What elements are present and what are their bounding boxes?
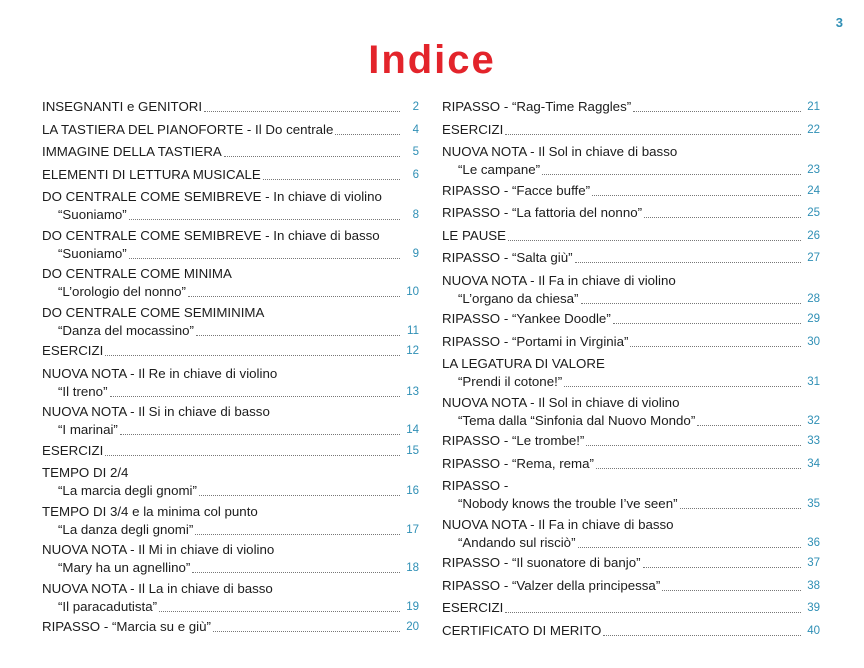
toc-entry-title: RIPASSO - “Portami in Virginia” (442, 333, 629, 349)
dot-leader (192, 572, 400, 573)
toc-entry-title: RIPASSO - “Rema, rema” (442, 455, 594, 471)
toc-entry-heading: NUOVA NOTA - Il Sol in chiave di basso (442, 144, 678, 159)
toc-entry (442, 272, 820, 308)
toc-entry-heading: NUOVA NOTA - Il Fa in chiave di basso (442, 516, 674, 532)
toc-entry (42, 188, 419, 224)
toc-entry (442, 333, 820, 351)
toc-entry (42, 442, 419, 460)
toc-entry (42, 166, 419, 184)
toc-page-number: 14 (406, 424, 419, 436)
toc-page-number: 15 (406, 444, 419, 457)
toc-entry-heading: NUOVA NOTA - Il Mi in chiave di violino (42, 542, 275, 557)
toc-page-number: 11 (407, 324, 419, 337)
toc-page-number: 33 (807, 435, 820, 447)
toc-entry-title: RIPASSO - “Il suonatore di banjo” (442, 555, 641, 570)
toc-entry (42, 580, 419, 616)
toc-entry (442, 455, 820, 473)
toc-entry (42, 365, 419, 401)
toc-entry (42, 121, 419, 139)
dot-leader (575, 262, 801, 263)
toc-page-number: 5 (412, 146, 419, 158)
toc-entry (442, 516, 820, 552)
toc-entry-heading: NUOVA NOTA - Il Re in chiave di violino (42, 365, 278, 381)
toc-entry-heading: DO CENTRALE COME MINIMA (42, 266, 232, 281)
toc-entry-heading: NUOVA NOTA - Il Sol in chiave di violino (442, 394, 680, 410)
toc-entry-title: RIPASSO - “La fattoria del nonno” (442, 205, 643, 220)
toc-entry (42, 98, 419, 116)
toc-entry-title: LA TASTIERA DEL PIANOFORTE - Il Do centrale (42, 121, 334, 137)
toc-entry (442, 310, 820, 328)
toc-entry-subtitle: “Nobody knows the trouble I’ve seen” (458, 496, 678, 511)
toc-entry (42, 143, 419, 161)
dot-leader (195, 534, 400, 535)
toc-entry-subtitle: “L’orologio del nonno” (58, 284, 186, 299)
dot-leader (129, 219, 400, 220)
toc-entry-subtitle: “Mary ha un agnellino” (58, 560, 191, 575)
dot-leader (204, 111, 400, 112)
toc-entry-heading: NUOVA NOTA - Il Si in chiave di basso (42, 404, 270, 419)
toc-entry-title: ESERCIZI (42, 442, 104, 458)
page-number: 3 (835, 15, 843, 30)
toc-page-number: 6 (412, 168, 419, 181)
toc-entry-title: IMMAGINE DELLA TASTIERA (42, 144, 222, 159)
toc-entry (442, 432, 820, 450)
toc-page-number: 10 (406, 286, 419, 298)
toc-entry-subtitle: “Andando sul risciò” (458, 534, 576, 550)
dot-leader (603, 635, 801, 636)
toc-page-number: 36 (807, 536, 820, 549)
toc-page-number: 2 (412, 101, 419, 113)
toc-entry-title: ESERCIZI (442, 121, 504, 137)
toc-entry-heading: DO CENTRALE COME SEMIBREVE - In chiave di basso (42, 227, 380, 243)
toc-page-number: 13 (406, 385, 419, 398)
toc-entry (42, 503, 419, 539)
toc-entry (42, 227, 419, 263)
dot-leader (564, 386, 801, 387)
toc-entry (442, 477, 820, 513)
toc-entry-heading: DO CENTRALE COME SEMIMINIMA (42, 304, 265, 320)
toc-page-number: 22 (807, 123, 820, 136)
dot-leader (662, 590, 801, 591)
toc-entry-heading: NUOVA NOTA - Il La in chiave di basso (42, 580, 273, 596)
toc-entry (442, 599, 820, 617)
dot-leader (643, 567, 801, 568)
toc-entry-title: RIPASSO - “Rag-Time Raggles” (442, 99, 632, 114)
toc-page-number: 27 (807, 252, 820, 264)
toc-entry (42, 541, 419, 577)
dot-leader (508, 240, 801, 241)
toc-entry (442, 622, 820, 640)
dot-leader (578, 547, 801, 548)
toc-entry-subtitle: “Suoniamo” (58, 245, 127, 261)
dot-leader (196, 335, 400, 336)
toc-entry-heading: TEMPO DI 3/4 e la minima col punto (42, 503, 258, 519)
toc-entry-subtitle: “I marinai” (58, 422, 118, 437)
toc-entry-title: ESERCIZI (442, 600, 504, 615)
dot-leader (213, 631, 400, 632)
toc-entry-subtitle: “L’organo da chiesa” (458, 290, 579, 306)
toc-entry-subtitle: “Il paracadutista” (58, 598, 158, 614)
toc-page-number: 35 (807, 498, 820, 510)
toc-entry-heading: DO CENTRALE COME SEMIBREVE - In chiave di violino (42, 189, 382, 204)
dot-leader (199, 495, 400, 496)
toc-entry-title: INSEGNANTI e GENITORI (42, 99, 203, 114)
toc-entry (442, 143, 820, 179)
toc-page-number: 23 (807, 164, 820, 176)
toc-entry (42, 342, 419, 360)
toc-entry-title: RIPASSO - “Yankee Doodle” (442, 311, 611, 326)
toc-entry-subtitle: “Il treno” (58, 383, 108, 399)
dot-leader (188, 296, 400, 297)
toc-page-number: 17 (406, 523, 419, 536)
toc-entry-title: ELEMENTI DI LETTURA MUSICALE (42, 166, 261, 182)
dot-leader (335, 134, 400, 135)
toc-entry (42, 403, 419, 439)
toc-page-number: 40 (807, 624, 820, 637)
toc-entry-subtitle: “La marcia degli gnomi” (58, 483, 197, 498)
toc-page-number: 37 (807, 557, 820, 569)
dot-leader (105, 455, 400, 456)
toc-page-number: 20 (406, 621, 419, 633)
toc-entry (442, 227, 820, 245)
toc-entry-title: RIPASSO - “Valzer della principessa” (442, 577, 661, 593)
toc-entry (442, 204, 820, 222)
toc-left-column (42, 98, 419, 641)
toc-entry (442, 577, 820, 595)
toc-entry-title: ESERCIZI (42, 343, 104, 358)
toc-entry-title: RIPASSO - “Marcia su e giù” (42, 619, 211, 634)
toc-page-number: 25 (807, 207, 820, 219)
toc-entry-title: RIPASSO - “Salta giù” (442, 250, 573, 265)
dot-leader (697, 425, 801, 426)
toc-page-number: 12 (406, 345, 419, 357)
dot-leader (120, 434, 400, 435)
dot-leader (586, 445, 801, 446)
toc-page-number: 24 (807, 184, 820, 197)
toc-page-number: 32 (807, 414, 820, 427)
dot-leader (644, 217, 801, 218)
dot-leader (224, 156, 400, 157)
toc-page-number: 16 (406, 485, 419, 497)
toc-page-number: 19 (406, 600, 419, 613)
toc-entry (442, 394, 820, 430)
toc-entry (442, 98, 820, 116)
dot-leader (630, 346, 801, 347)
toc-entry (42, 464, 419, 500)
toc-entry-title: RIPASSO - “Le trombe!” (442, 433, 585, 448)
toc-entry (442, 182, 820, 200)
toc-page-number: 18 (406, 562, 419, 574)
toc-page-number: 39 (807, 602, 820, 614)
toc-page-number: 29 (807, 313, 820, 325)
toc-entry-subtitle: “Prendi il cotone!” (458, 374, 563, 389)
dot-leader (129, 258, 400, 259)
dot-leader (505, 612, 801, 613)
toc-page-number: 9 (412, 247, 419, 260)
toc-entry (442, 355, 820, 391)
toc-entry-title: LE PAUSE (442, 227, 507, 243)
toc-page-number: 34 (807, 457, 820, 470)
dot-leader (680, 508, 801, 509)
dot-leader (613, 323, 801, 324)
toc-page-number: 28 (807, 292, 820, 305)
toc-entry-title: RIPASSO - “Facce buffe” (442, 182, 591, 198)
dot-leader (542, 174, 801, 175)
toc-entry-title: CERTIFICATO DI MERITO (442, 622, 602, 638)
toc-entry-heading: NUOVA NOTA - Il Fa in chiave di violino (442, 272, 676, 288)
toc-entry (442, 121, 820, 139)
dot-leader (581, 303, 802, 304)
toc-page-number: 31 (807, 376, 820, 388)
dot-leader (596, 468, 801, 469)
toc-entry-subtitle: “La danza degli gnomi” (58, 521, 194, 537)
toc-entry-subtitle: “Le campane” (458, 162, 541, 177)
dot-leader (159, 611, 400, 612)
toc-page-number: 30 (807, 335, 820, 348)
toc-entry-subtitle: “Tema dalla “Sinfonia dal Nuovo Mondo” (458, 412, 696, 428)
toc-entry (42, 265, 419, 301)
dot-leader (633, 111, 801, 112)
dot-leader (505, 134, 801, 135)
toc-page-number: 4 (412, 123, 419, 136)
dot-leader (263, 179, 400, 180)
toc-page-number: 8 (412, 209, 419, 221)
toc-page-number: 38 (807, 579, 820, 592)
toc-page-number: 26 (807, 229, 820, 242)
toc-entry (42, 618, 419, 636)
dot-leader (105, 355, 400, 356)
toc-entry-subtitle: “Suoniamo” (58, 207, 127, 222)
toc-entry (442, 554, 820, 572)
page-title: Indice (368, 38, 496, 82)
toc-entry-heading: TEMPO DI 2/4 (42, 465, 129, 480)
toc-entry-heading: LA LEGATURA DI VALORE (442, 356, 605, 371)
toc-entry-subtitle: “Danza del mocassino” (58, 322, 194, 338)
toc-entry (442, 249, 820, 267)
dot-leader (592, 195, 801, 196)
dot-leader (110, 396, 400, 397)
toc-entry-heading: RIPASSO - (442, 478, 509, 493)
toc-page-number: 21 (807, 101, 820, 113)
toc-entry (42, 304, 419, 340)
toc-right-column (442, 98, 820, 644)
